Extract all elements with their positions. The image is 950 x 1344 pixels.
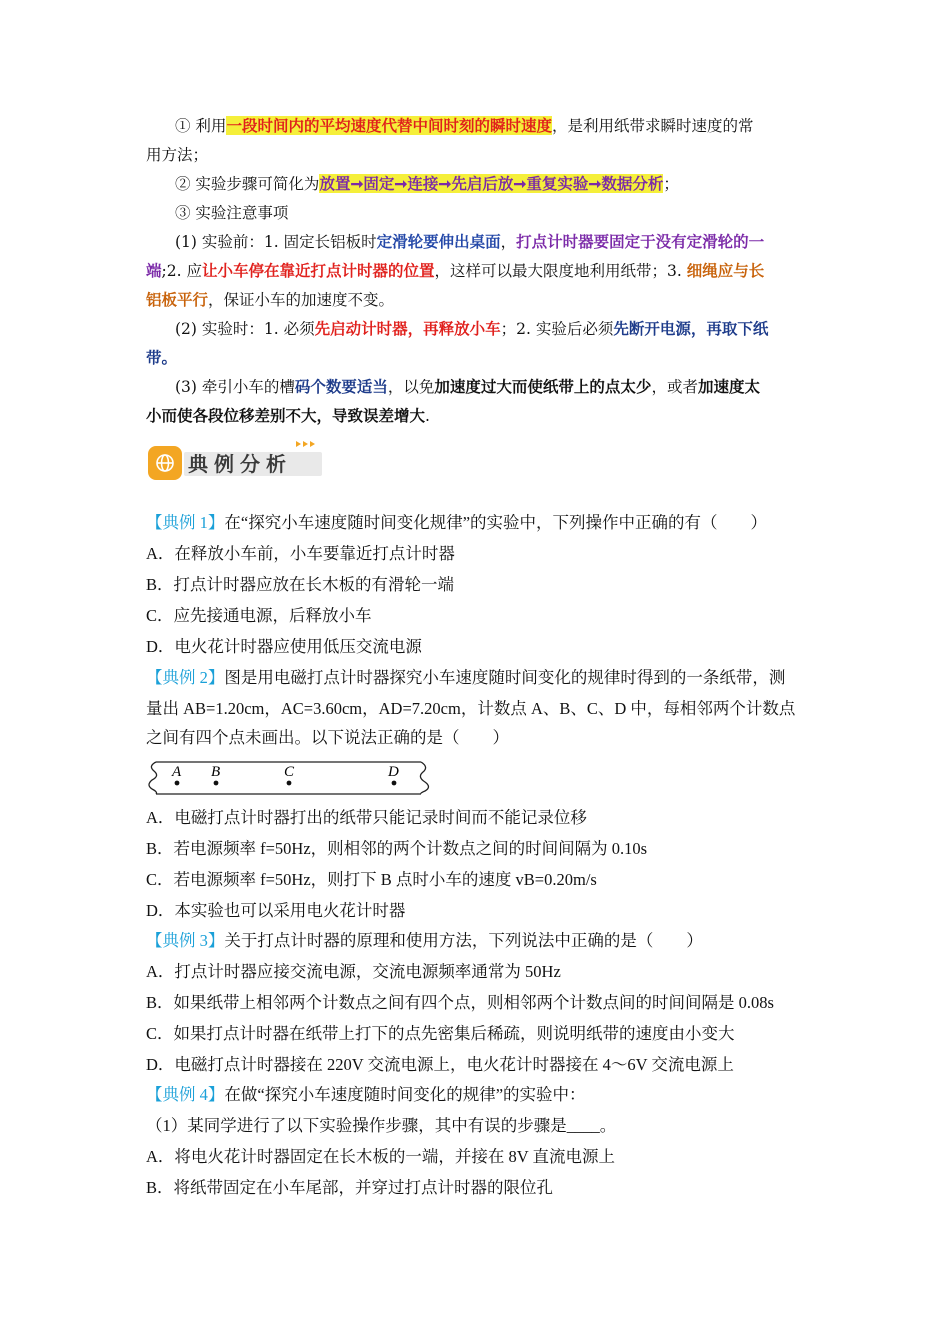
example-1-option-a: A．在释放小车前，小车要靠近打点计时器 [146,544,455,563]
paper-tape-figure [146,758,436,798]
example-3-option-b: B．如果纸带上相邻两个计数点之间有四个点，则相邻两个计数点间的时间间隔是 0.08s [146,993,774,1012]
example-3-option-c: C．如果打点计时器在纸带上打下的点先密集后稀疏，则说明纸带的速度由小变大 [146,1024,735,1043]
note-1-highlight: 一段时间内的平均速度代替中间时刻的瞬时速度 [226,116,552,135]
example-4-option-a: A．将电火花计时器固定在长木板的一端，并接在 8V 直流电源上 [146,1147,616,1166]
example-2-stem-line1: 【典例 2】图是用电磁打点计时器探究小车速度随时间变化的规律时得到的一条纸带，测 [146,668,786,687]
note-2: ② 实验步骤可简化为放置➞固定➞连接➞先启后放➞重复实验➞数据分析； [175,174,679,193]
example-2-option-a: A．电磁打点计时器打出的纸带只能记录时间而不能记录位移 [146,808,587,827]
section-banner [146,438,326,484]
note-during-line1: (2) 实验时：1. 必须先启动计时器，再释放小车；2. 实验后必须先断开电源，再取下纸 [175,319,769,338]
example-1-stem: 【典例 1】在“探究小车速度随时间变化规律”的实验中，下列操作中正确的有（ ） [146,513,768,532]
example-3-stem: 【典例 3】关于打点计时器的原理和使用方法，下列说法中正确的是（ ） [146,931,703,950]
tape-point-a [175,781,180,786]
note-pull-line1: (3) 牵引小车的槽码个数要适当，以免加速度过大而使纸带上的点太少，或者加速度太 [175,377,760,396]
example-4-option-b: B．将纸带固定在小车尾部，并穿过打点计时器的限位孔 [146,1178,554,1197]
note-during-line2: 带。 [146,348,178,367]
arrow-icon [296,441,301,447]
example-2-stem-line2: 量出 AB=1.20cm，AC=3.60cm，AD=7.20cm，计数点 A、B、C、D 中，每相邻两个计数点 [146,699,796,718]
example-tag: 【典例 2】 [146,668,225,687]
example-4-subquestion: （1）某同学进行了以下实验操作步骤，其中有误的步骤是____。 [146,1116,617,1135]
note-3-heading: ③ 实验注意事项 [175,204,289,222]
note-pull-line2: 小而使各段位移差别不大，导致误差增大. [146,406,430,425]
tape-label-c: C [284,764,295,780]
arrow-icon [303,441,308,447]
tape-label-d: D [388,764,399,780]
note-2-highlight: 放置➞固定➞连接➞先启后放➞重复实验➞数据分析 [319,174,664,193]
tape-label-a: A [172,764,182,780]
note-1-line1: ① 利用一段时间内的平均速度代替中间时刻的瞬时速度，是利用纸带求瞬时速度的常 [175,116,754,135]
example-1-option-d: D．电火花计时器应使用低压交流电源 [146,637,422,656]
example-tag: 【典例 4】 [146,1085,225,1104]
example-2-stem-line3: 之间有四个点未画出。以下说法正确的是（ ） [146,728,509,747]
example-1-option-c: C．应先接通电源，后释放小车 [146,606,372,625]
tape-point-d [392,781,397,786]
paper-tape [146,758,436,798]
note-before-line3: 铝板平行，保证小车的加速度不变。 [146,290,395,309]
example-2-option-d: D．本实验也可以采用电火花计时器 [146,901,406,920]
example-tag: 【典例 1】 [146,513,225,532]
example-2-option-c: C．若电源频率 f=50Hz，则打下 B 点时小车的速度 vB=0.20m/s [146,870,597,889]
tape-point-c [287,781,292,786]
note-before-line2: 端;2. 应让小车停在靠近打点计时器的位置，这样可以最大限度地利用纸带；3. 细绳应与长 [146,261,765,280]
note-1-line2: 用方法； [146,146,209,164]
example-tag: 【典例 3】 [146,931,225,950]
example-1-option-b: B．打点计时器应放在长木板的有滑轮一端 [146,575,455,594]
example-2-option-b: B．若电源频率 f=50Hz，则相邻的两个计数点之间的时间间隔为 0.10s [146,839,648,858]
example-3-option-a: A．打点计时器应接交流电源，交流电源频率通常为 50Hz [146,962,561,981]
banner-title: 典例分析 [188,452,292,476]
example-3-option-d: D．电磁打点计时器接在 220V 交流电源上，电火花计时器接在 4～6V 交流电源上 [146,1055,734,1074]
arrow-icon [310,441,315,447]
tape-point-b [214,781,219,786]
note-before-line1: (1) 实验前：1. 固定长铝板时定滑轮要伸出桌面，打点计时器要固定于没有定滑轮的一 [175,232,765,251]
example-4-stem: 【典例 4】在做“探究小车速度随时间变化的规律”的实验中： [146,1085,586,1104]
tape-label-b: B [211,764,221,780]
